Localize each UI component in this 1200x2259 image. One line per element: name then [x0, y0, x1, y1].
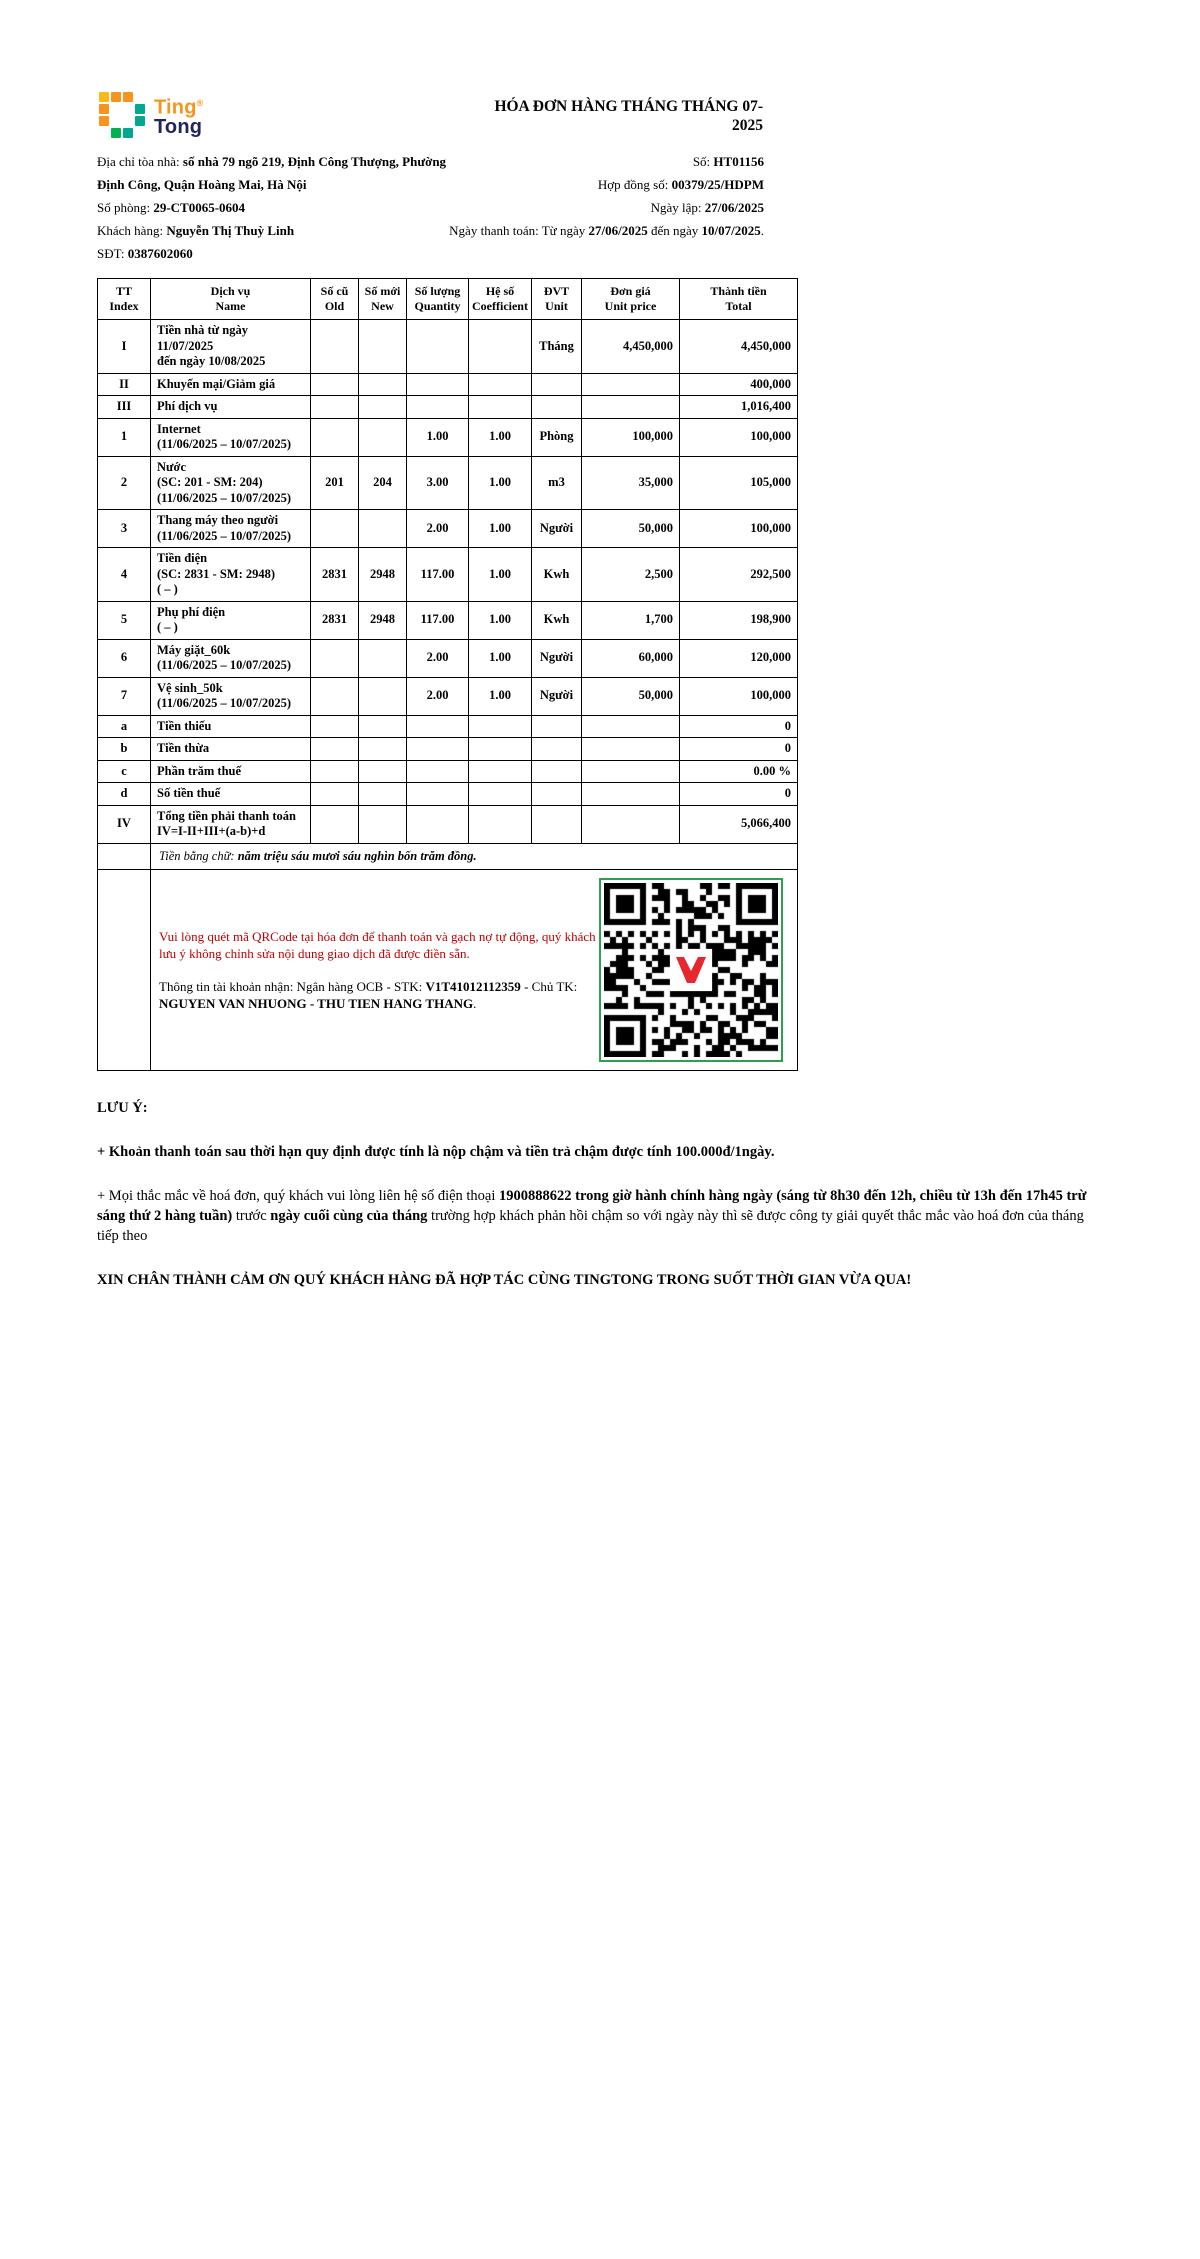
cell-quantity: 117.00 [407, 548, 469, 602]
cell-total: 1,016,400 [680, 396, 798, 419]
cell-unit: Kwh [532, 548, 582, 602]
cell-index: 1 [98, 418, 151, 456]
service-name-line: Tổng tiền phải thanh toán [157, 808, 296, 823]
cell-old-reading [311, 396, 359, 419]
qr-row [98, 870, 798, 1071]
cell-unit-price: 35,000 [582, 456, 680, 510]
service-name-line: Tiền điện [157, 551, 208, 565]
column-header-en: Coefficient [472, 299, 528, 313]
contact-note-text: trường hợp khách phản hồi chậm so với ngày này thì sẽ được công ty giải quyết thắc mắc vào hoá đơn của tháng tiếp theo [97, 1208, 1084, 1244]
address-label: Địa chỉ tòa nhà: [97, 154, 183, 169]
cell-coefficient: 1.00 [469, 639, 532, 677]
issue-date-value: 27/06/2025 [704, 200, 764, 215]
cell-quantity: 2.00 [407, 510, 469, 548]
cell-new-reading: 204 [359, 456, 407, 510]
column-header [680, 279, 798, 320]
service-name-line: Phụ phí điện [157, 604, 226, 619]
account-mid-text: - Chủ TK: [520, 978, 578, 994]
cell-new-reading [359, 805, 407, 843]
cell-old-reading [311, 760, 359, 783]
cell-old-reading: 2831 [311, 601, 359, 639]
table-row [98, 320, 798, 374]
invoice-table-head [98, 279, 798, 320]
cell-service-name [151, 418, 311, 456]
cell-service-name [151, 738, 311, 761]
building-address-line1 [97, 150, 477, 173]
cell-quantity: 1.00 [407, 418, 469, 456]
logo-text-ting: Ting [154, 96, 197, 119]
column-header [311, 279, 359, 320]
table-row [98, 738, 798, 761]
amount-in-words-value: năm triệu sáu mươi sáu nghìn bốn trăm đồng. [237, 848, 477, 863]
cell-index: IV [98, 805, 151, 843]
contract-value: 00379/25/HDPM [671, 177, 764, 192]
cell-service-name [151, 760, 311, 783]
cell-index: 5 [98, 601, 151, 639]
service-name-line: Tiền thừa [157, 741, 210, 755]
vietqr-v-icon [670, 949, 712, 991]
column-header-vi: Đơn giá [610, 284, 651, 298]
service-name-line: Vệ sinh_50k [157, 680, 223, 695]
cell-coefficient: 1.00 [469, 548, 532, 602]
cell-old-reading [311, 783, 359, 806]
service-name-line: Khuyến mại/Giảm giá [157, 376, 276, 391]
cell-total: 100,000 [680, 510, 798, 548]
cell-quantity [407, 396, 469, 419]
logo-wordmark [154, 93, 204, 138]
cell-unit-price [582, 783, 680, 806]
column-header [98, 279, 151, 320]
payment-qr-code [599, 878, 783, 1062]
payment-label: Ngày thanh toán: Từ ngày [449, 223, 589, 238]
service-name-line: đến ngày 10/08/2025 [157, 354, 266, 368]
cell-index: 2 [98, 456, 151, 510]
cell-service-name [151, 715, 311, 738]
cell-service-name [151, 396, 311, 419]
cell-service-name [151, 601, 311, 639]
customer-info [97, 150, 477, 265]
cell-total: 400,000 [680, 373, 798, 396]
cell-coefficient: 1.00 [469, 510, 532, 548]
cell-new-reading [359, 760, 407, 783]
cell-coefficient [469, 320, 532, 374]
cell-unit: Phòng [532, 418, 582, 456]
cell-index: d [98, 783, 151, 806]
logo-text-tong: Tong [154, 116, 203, 139]
amount-in-words-label: Tiền bằng chữ: [159, 848, 238, 863]
cell-unit [532, 715, 582, 738]
cell-coefficient [469, 738, 532, 761]
service-name-line: Internet [157, 421, 201, 436]
cell-unit: Tháng [532, 320, 582, 374]
service-name-line: Máy giặt_60k [157, 642, 231, 657]
cell-new-reading [359, 510, 407, 548]
cell-unit: Người [532, 677, 582, 715]
column-header [359, 279, 407, 320]
room-value: 29-CT0065-0604 [153, 200, 246, 215]
column-header [582, 279, 680, 320]
table-row [98, 396, 798, 419]
account-number: V1T41012112359 [425, 978, 521, 994]
invoice-title: HÓA ĐƠN HÀNG THÁNG THÁNG 07-2025 [494, 98, 763, 134]
invoice-number-line [449, 150, 764, 173]
cell-quantity: 2.00 [407, 677, 469, 715]
contact-note-text: trước [232, 1208, 271, 1224]
column-header-vi: Dịch vụ [210, 284, 251, 298]
cell-old-reading: 201 [311, 456, 359, 510]
customer-name-line [97, 219, 477, 242]
contact-note-text: + Mọi thắc mắc về hoá đơn, quý khách vui lòng liên hệ số điện thoại [97, 1188, 500, 1204]
late-payment-note: + Khoản thanh toán sau thời hạn quy định được tính là nộp chậm và tiền trả chậm được tính 100.000đ/1ngày. [97, 1144, 775, 1160]
cell-index: 6 [98, 639, 151, 677]
cell-quantity [407, 373, 469, 396]
contract-label: Hợp đồng số: [597, 177, 672, 192]
table-row [98, 548, 798, 602]
cell-coefficient [469, 783, 532, 806]
registered-mark-icon: ® [196, 97, 204, 108]
qr-section [151, 870, 798, 1071]
table-row [98, 760, 798, 783]
cell-new-reading [359, 738, 407, 761]
cell-unit [532, 760, 582, 783]
cell-old-reading [311, 320, 359, 374]
cell-unit-price [582, 373, 680, 396]
table-row [98, 805, 798, 843]
cell-old-reading [311, 373, 359, 396]
cell-new-reading [359, 396, 407, 419]
table-row [98, 373, 798, 396]
cell-old-reading [311, 715, 359, 738]
cell-total: 0 [680, 715, 798, 738]
cell-total: 5,066,400 [680, 805, 798, 843]
cell-coefficient [469, 805, 532, 843]
cell-index: 7 [98, 677, 151, 715]
cell-new-reading [359, 677, 407, 715]
service-name-line: Thang máy theo người [157, 513, 279, 527]
service-name-line: ( – ) [157, 620, 178, 634]
cell-total: 105,000 [680, 456, 798, 510]
amount-in-words-row [98, 843, 798, 870]
cell-unit-price [582, 715, 680, 738]
customer-value: Nguyễn Thị Thuỳ Linh [166, 223, 295, 238]
cell-total: 0.00 % [680, 760, 798, 783]
cell-total: 100,000 [680, 418, 798, 456]
invoice-footer-notes [97, 1098, 1103, 1290]
notes-title: LƯU Ý: [97, 1100, 148, 1116]
cell-unit-price: 100,000 [582, 418, 680, 456]
service-name-line: (11/06/2025 – 10/07/2025) [157, 696, 292, 710]
cell-index: a [98, 715, 151, 738]
invoice-number-value: HT01156 [713, 154, 764, 169]
cell-new-reading: 2948 [359, 548, 407, 602]
tingtong-logo [99, 92, 204, 138]
column-header-en: Index [109, 299, 139, 313]
table-row [98, 783, 798, 806]
cell-old-reading [311, 639, 359, 677]
cell-index: II [98, 373, 151, 396]
room-number-line [97, 196, 477, 219]
phone-label: SĐT: [97, 246, 128, 261]
cell-unit: Người [532, 639, 582, 677]
cell-unit: Kwh [532, 601, 582, 639]
cell-unit: Người [532, 510, 582, 548]
cell-unit-price [582, 396, 680, 419]
cell-new-reading [359, 783, 407, 806]
column-header-vi: TT [115, 284, 132, 298]
tingtong-logo-icon [99, 92, 145, 138]
cell-old-reading [311, 738, 359, 761]
invoice-content [97, 92, 1103, 1290]
cell-unit [532, 805, 582, 843]
cell-old-reading [311, 418, 359, 456]
account-end-text: . [473, 996, 477, 1011]
cell-service-name [151, 510, 311, 548]
service-name-line: Nước [157, 459, 186, 474]
service-name-line: (11/06/2025 – 10/07/2025) [157, 658, 292, 672]
cell-old-reading [311, 677, 359, 715]
column-header [469, 279, 532, 320]
cell-unit [532, 738, 582, 761]
service-name-line: (SC: 201 - SM: 204) [157, 475, 263, 489]
cell-total: 0 [680, 738, 798, 761]
payment-end-text: . [760, 223, 764, 238]
invoice-table-extra [98, 843, 798, 1071]
account-holder: NGUYEN VAN NHUONG - THU TIEN HANG THANG [159, 996, 474, 1011]
column-header-en: Name [215, 299, 246, 313]
room-label: Số phòng: [97, 200, 154, 215]
cell-new-reading [359, 715, 407, 738]
column-header-vi: Thành tiền [710, 284, 767, 298]
column-header-vi: Số lượng [414, 284, 461, 298]
payment-from-date: 27/06/2025 [588, 223, 648, 238]
building-address-line2 [97, 173, 477, 196]
customer-label: Khách hàng: [97, 223, 167, 238]
cell-new-reading: 2948 [359, 601, 407, 639]
service-name-line: Phần trăm thuế [157, 763, 242, 778]
payment-to-date: 10/07/2025 [701, 223, 761, 238]
cell-unit [532, 783, 582, 806]
column-header-en: Unit price [604, 299, 657, 313]
column-header [532, 279, 582, 320]
cell-service-name [151, 548, 311, 602]
cell-unit: m3 [532, 456, 582, 510]
cell-old-reading: 2831 [311, 548, 359, 602]
cell-unit-price: 50,000 [582, 677, 680, 715]
cell-service-name [151, 373, 311, 396]
cell-service-name [151, 456, 311, 510]
table-row [98, 418, 798, 456]
invoice-header [97, 92, 1103, 150]
cell-quantity [407, 805, 469, 843]
cell-unit-price: 50,000 [582, 510, 680, 548]
cell-service-name [151, 677, 311, 715]
cell-quantity [407, 783, 469, 806]
cell-service-name [151, 805, 311, 843]
cell-new-reading [359, 320, 407, 374]
cell-unit-price [582, 760, 680, 783]
cell-service-name [151, 639, 311, 677]
cell-unit-price: 2,500 [582, 548, 680, 602]
cell-index: b [98, 738, 151, 761]
bank-account-info [159, 978, 597, 1013]
column-header-en: Quantity [414, 299, 461, 313]
cell-total: 100,000 [680, 677, 798, 715]
cell-unit-price: 4,450,000 [582, 320, 680, 374]
cell-old-reading [311, 510, 359, 548]
cell-index: III [98, 396, 151, 419]
cell-coefficient: 1.00 [469, 456, 532, 510]
account-prefix: Thông tin tài khoản nhận: Ngân hàng OCB - STK: [159, 978, 426, 994]
column-header-en: Total [725, 299, 752, 313]
contact-note [97, 1186, 1103, 1246]
table-row [98, 677, 798, 715]
service-name-line: ( – ) [157, 582, 178, 596]
column-header-en: Unit [545, 299, 568, 313]
invoice-table [97, 278, 798, 1071]
cell-quantity [407, 715, 469, 738]
cell-index: 3 [98, 510, 151, 548]
cell-empty [98, 843, 151, 870]
column-header-vi: Số cũ [320, 284, 349, 298]
cell-unit-price [582, 805, 680, 843]
issue-date-label: Ngày lập: [650, 200, 705, 215]
cell-quantity: 3.00 [407, 456, 469, 510]
cell-total: 198,900 [680, 601, 798, 639]
service-name-line: (11/06/2025 – 10/07/2025) [157, 528, 292, 543]
service-name-line: (11/06/2025 – 10/07/2025) [157, 437, 292, 451]
qr-layout [159, 878, 783, 1062]
cell-total: 120,000 [680, 639, 798, 677]
table-row [98, 510, 798, 548]
cell-empty [98, 870, 151, 1071]
hotline-number: 1900888622 trong giờ hành chính hàng ngày (sáng từ 8h30 đến 12h, chiều từ 13h đến 17h45 trừ sáng thứ 2 hàng tuần) [97, 1188, 1087, 1224]
cell-quantity [407, 320, 469, 374]
column-header-vi: Hệ số [485, 284, 515, 298]
service-name-line: Tiền nhà từ ngày 11/07/2025 [157, 323, 248, 353]
cell-service-name [151, 783, 311, 806]
cell-index: I [98, 320, 151, 374]
service-name-line: IV=I-II+III+(a-b)+d [157, 824, 266, 838]
service-name-line: Phí dịch vụ [157, 399, 218, 413]
address-value: số nhà 79 ngõ 219, Định Công Thượng, Phường [182, 154, 447, 169]
column-header [151, 279, 311, 320]
cell-unit-price: 1,700 [582, 601, 680, 639]
table-header-row [98, 279, 798, 320]
invoice-meta [449, 150, 764, 242]
invoice-table-body [98, 320, 798, 844]
table-row [98, 639, 798, 677]
cell-index: 4 [98, 548, 151, 602]
cell-new-reading [359, 373, 407, 396]
table-row [98, 715, 798, 738]
qr-instructions [159, 928, 597, 1013]
cell-coefficient [469, 396, 532, 419]
cell-coefficient: 1.00 [469, 601, 532, 639]
column-header-vi: ĐVT [543, 284, 570, 298]
amount-in-words [151, 843, 798, 870]
cell-coefficient [469, 373, 532, 396]
cell-coefficient: 1.00 [469, 418, 532, 456]
cell-unit-price: 60,000 [582, 639, 680, 677]
cell-coefficient: 1.00 [469, 677, 532, 715]
cell-index: c [98, 760, 151, 783]
cell-coefficient [469, 715, 532, 738]
cell-unit-price [582, 738, 680, 761]
contract-number-line [449, 173, 764, 196]
column-header [407, 279, 469, 320]
cell-total: 4,450,000 [680, 320, 798, 374]
table-row [98, 456, 798, 510]
service-name-line: (11/06/2025 – 10/07/2025) [157, 490, 292, 505]
service-name-line: (SC: 2831 - SM: 2948) [157, 566, 276, 581]
service-name-line: Tiền thiếu [157, 718, 212, 733]
cell-total: 0 [680, 783, 798, 806]
cell-coefficient [469, 760, 532, 783]
cell-quantity [407, 738, 469, 761]
cell-service-name [151, 320, 311, 374]
phone-line [97, 242, 477, 265]
cell-quantity [407, 760, 469, 783]
column-header-en: New [371, 299, 394, 313]
cell-old-reading [311, 805, 359, 843]
service-name-line: Số tiền thuế [157, 786, 221, 800]
deadline-text: ngày cuối cùng của tháng [270, 1208, 428, 1224]
column-header-vi: Số mới [364, 284, 401, 298]
cell-new-reading [359, 639, 407, 677]
thanks-message: XIN CHÂN THÀNH CẢM ƠN QUÝ KHÁCH HÀNG ĐÃ HỢP TÁC CÙNG TINGTONG TRONG SUỐT THỜI GIAN VỪA QUA! [97, 1272, 912, 1288]
cell-total: 292,500 [680, 548, 798, 602]
column-header-en: Old [324, 299, 345, 313]
payment-mid-text: đến ngày [647, 223, 702, 238]
cell-quantity: 117.00 [407, 601, 469, 639]
address-value-continued: Định Công, Quận Hoàng Mai, Hà Nội [97, 177, 307, 192]
qr-payment-notice: Vui lòng quét mã QRCode tại hóa đơn để thanh toán và gạch nợ tự động, quý khách lưu ý không chỉnh sửa nội dung giao dịch đã được điền sẵn. [159, 928, 596, 961]
phone-value: 0387602060 [127, 246, 193, 261]
cell-quantity: 2.00 [407, 639, 469, 677]
table-row [98, 601, 798, 639]
payment-period-line [449, 219, 764, 242]
invoice-info [97, 150, 764, 265]
issue-date-line [449, 196, 764, 219]
cell-unit [532, 396, 582, 419]
cell-new-reading [359, 418, 407, 456]
invoice-number-label: Số: [692, 154, 714, 169]
cell-unit [532, 373, 582, 396]
